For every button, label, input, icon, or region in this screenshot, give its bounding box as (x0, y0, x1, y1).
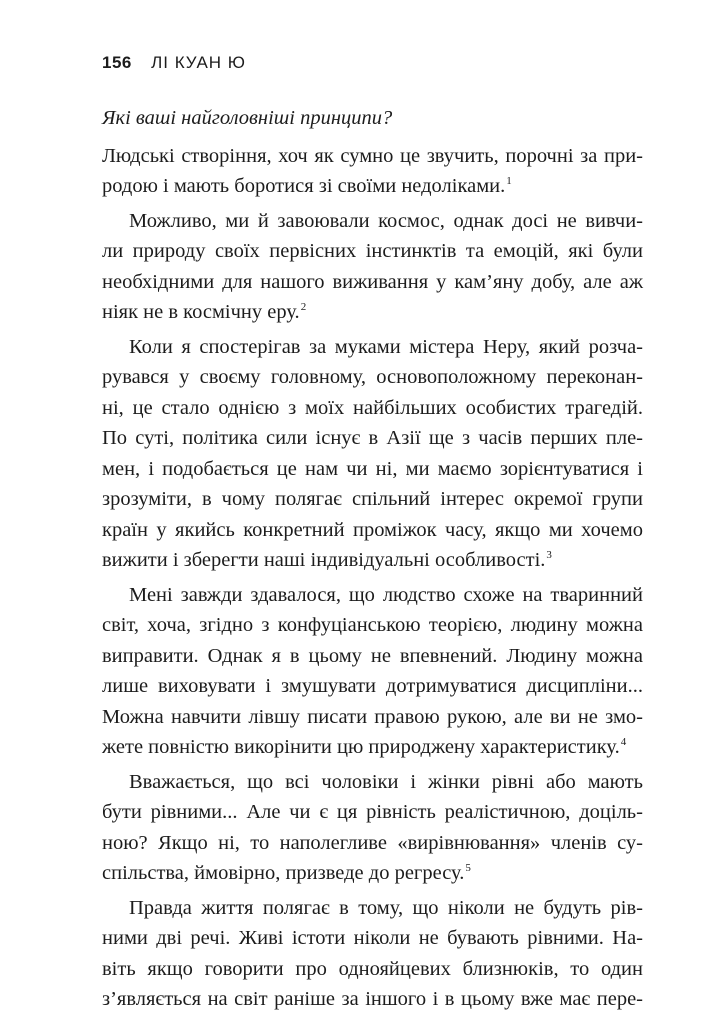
text-line (102, 858, 643, 889)
text-line: країн у якийсь конкретний проміжок часу, якщо ми хочемо (102, 518, 643, 541)
text-line: з’являється на світ раніше за іншого і в цьому вже має пере- (102, 988, 643, 1010)
text-line: Мені завжди здавалося, що людство схоже на тваринний (129, 583, 643, 606)
running-head-author: ЛІ КУАН Ю (151, 53, 246, 72)
line-text: ніяк не в космічну еру. (102, 301, 300, 323)
footnote-marker[interactable]: 2 (300, 301, 307, 313)
line-text: жете повністю викорінити цю природжену характеристику. (102, 736, 620, 758)
text-line: мен, і подобається це нам чи ні, ми маємо зорієнтуватися і (102, 457, 643, 480)
text-line: ною? Якщо ні, то наполегливе «вирівнювання» членів су- (102, 831, 643, 854)
running-header (102, 53, 246, 73)
line-text: спільства, ймовірно, призведе до регресу. (102, 862, 465, 884)
body-text (102, 103, 643, 1019)
footnote-marker[interactable]: 4 (620, 736, 627, 748)
line-text: родою і мають боротися зі своїми недоліками. (102, 175, 506, 197)
text-line: ні, це стало однією з моїх найбільших особистих трагедій. (102, 396, 643, 419)
page-number: 156 (102, 53, 132, 72)
text-line: Можливо, ми й завоювали космос, однак досі не вивчи- (129, 209, 643, 232)
text-line (102, 171, 643, 202)
text-line: виправити. Однак я в цьому не впевнений. Людину можна (102, 644, 643, 667)
paragraph (102, 580, 643, 763)
paragraph (102, 893, 643, 1015)
text-line (102, 732, 643, 763)
text-line: бути рівними... Але чи є ця рівність реалістичною, доціль- (102, 801, 643, 823)
text-line: зрозуміти, в чому полягає спільний інтерес окремої групи (102, 488, 643, 510)
text-line: віть якщо говорити про однояйцевих близнюків, то один (102, 957, 643, 980)
text-line (102, 545, 643, 576)
text-line: По суті, політика сили існує в Азії ще з часів перших пле- (102, 427, 643, 449)
text-line: лише виховувати і змушувати дотримуватися дисципліни... (102, 675, 643, 697)
footnote-marker[interactable]: 1 (506, 175, 512, 187)
footnote-marker[interactable]: 3 (546, 549, 552, 561)
paragraph (102, 206, 643, 328)
question-heading: Які ваші найголовніші принципи? (102, 107, 393, 129)
text-line: Людські створіння, хоч як сумно це звучить, порочні за при- (102, 144, 643, 167)
line-text: вижити і зберегти наші індивідуальні особливості. (102, 549, 546, 571)
text-line: ними дві речі. Живі істоти ніколи не бувають рівними. На- (102, 927, 643, 949)
paragraph (102, 332, 643, 576)
text-line: Правда життя полягає в тому, що ніколи не будуть рів- (129, 896, 643, 919)
paragraph (102, 767, 643, 889)
text-line: Коли я спостерігав за муками містера Неру, який розча- (129, 335, 643, 358)
footnote-marker[interactable]: 5 (465, 862, 471, 874)
text-line (102, 297, 643, 328)
text-line: рувався у своєму головному, основоположному переконан- (102, 366, 643, 388)
text-line: необхідними для нашого виживання у кам’яну добу, але аж (102, 270, 643, 293)
text-line: Можна навчити лівшу писати правою рукою, але ви не змо- (102, 705, 643, 728)
text-line: ли природу своїх первісних інстинктів та емоцій, які були (102, 240, 643, 262)
text-line: світ, хоча, згідно з конфуціанською теорією, людину можна (102, 614, 643, 636)
text-line: Вважається, що всі чоловіки і жінки рівні або мають (129, 770, 643, 793)
paragraph (102, 141, 643, 202)
